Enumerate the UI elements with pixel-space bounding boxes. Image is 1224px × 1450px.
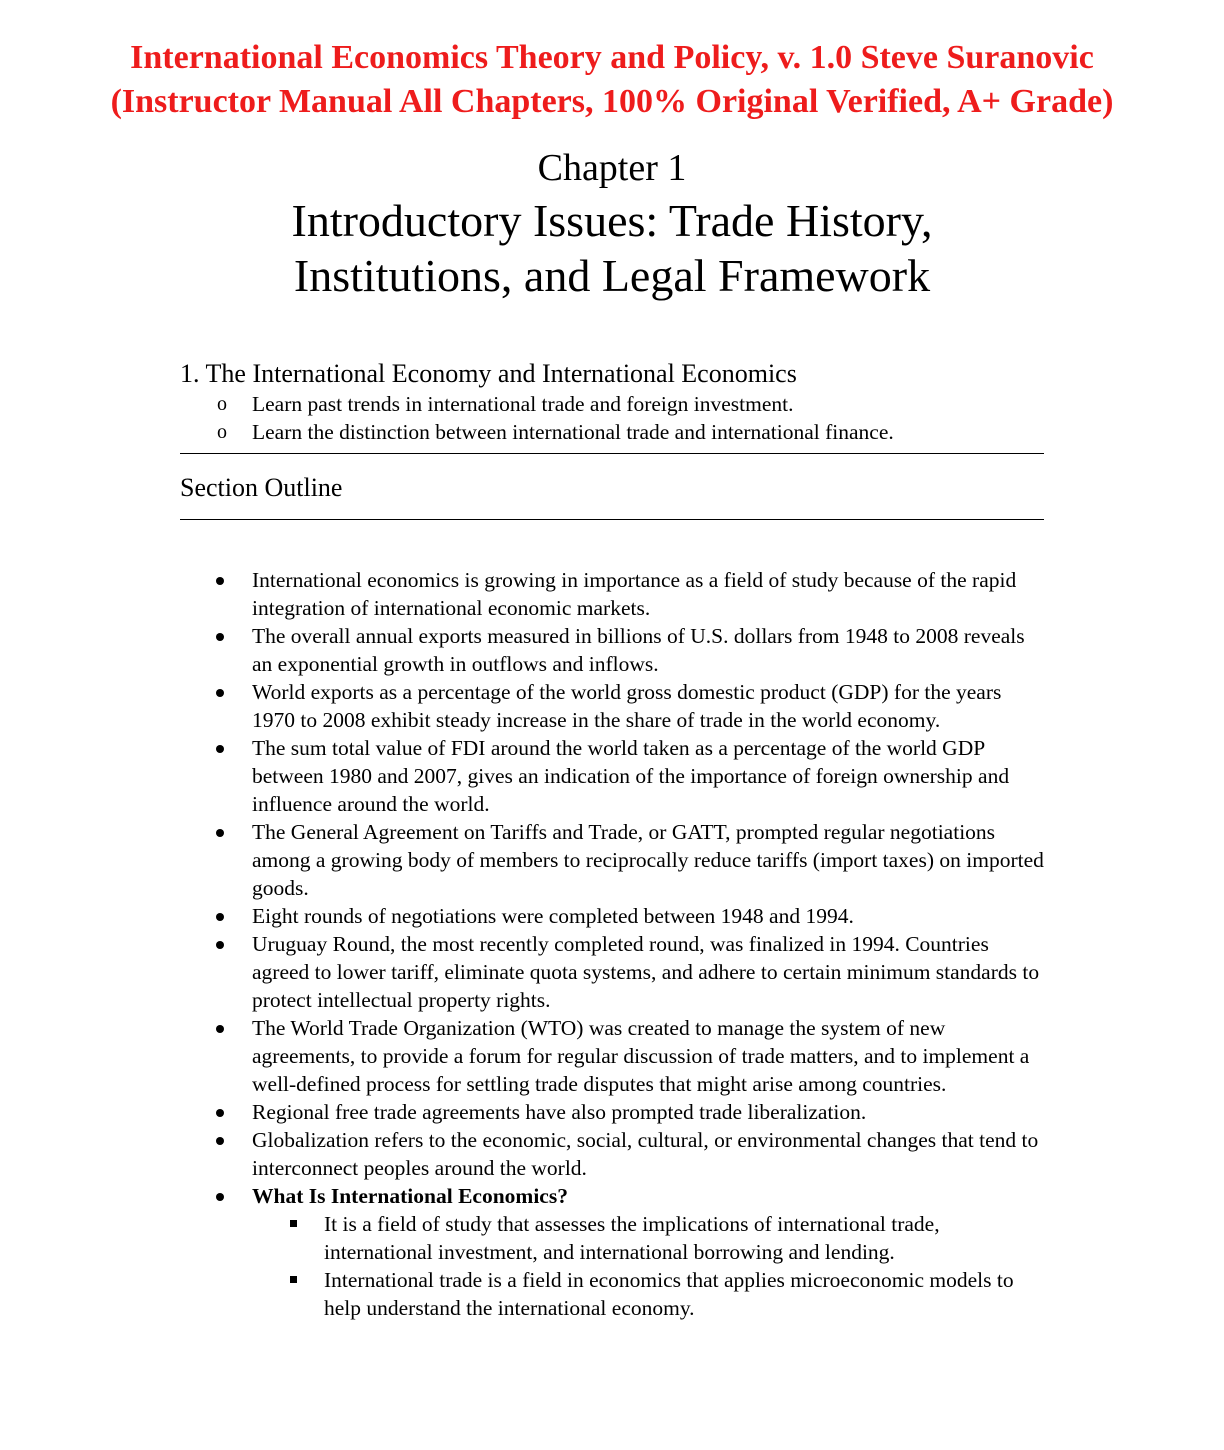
outline-bullet: [180, 1126, 1044, 1182]
bullet-icon: [216, 689, 224, 697]
banner-line-2: (Instructor Manual All Chapters, 100% Original Verified, A+ Grade): [110, 83, 1114, 120]
bullet-text: Globalization refers to the economic, social, cultural, or environmental changes that tend to interconnect peoples around the world.: [252, 1128, 1039, 1180]
bullet-text: The World Trade Organization (WTO) was created to manage the system of new agreements, to provide a forum for regular discussion of trade matters, and to implement a well-defined process for settling trade disputes that might arise among countries.: [252, 1016, 1030, 1096]
sub-bullet: [252, 1210, 1044, 1266]
bullet-text: International economics is growing in importance as a field of study because of the rapid integration of international economic markets.: [252, 568, 1017, 620]
outline-bullet: [180, 930, 1044, 1014]
bullet-text: World exports as a percentage of the world gross domestic product (GDP) for the years 1970 to 2008 exhibit steady increase in the share of trade in the world economy.: [252, 680, 1002, 732]
chapter-title-line-1: Introductory Issues: Trade History,: [291, 195, 933, 246]
bullet-text: Eight rounds of negotiations were completed between 1948 and 1994.: [252, 904, 854, 928]
outline-bullet: [180, 902, 1044, 930]
sub-bullet-list: [252, 1210, 1044, 1322]
sub-bullet: [252, 1266, 1044, 1322]
outline-bullet: [180, 622, 1044, 678]
bullet-icon: [216, 1025, 224, 1033]
bullet-icon: [216, 1193, 224, 1201]
bullet-icon: [216, 829, 224, 837]
bullet-text: Uruguay Round, the most recently completed round, was finalized in 1994. Countries agreed to lower tariff, eliminate quota systems, and adhere to certain minimum standards to protect intellectual property rights.: [252, 932, 1040, 1012]
chapter-number: Chapter 1: [537, 147, 687, 189]
outline-bullet: [180, 818, 1044, 902]
bullet-heading-text: What Is International Economics?: [252, 1184, 568, 1208]
bullet-text: Regional free trade agreements have also prompted trade liberalization.: [252, 1100, 867, 1124]
square-bullet-icon: [290, 1276, 297, 1283]
bullet-icon: [216, 1137, 224, 1145]
bullet-icon: [216, 1109, 224, 1117]
outline-bullet: [180, 1014, 1044, 1098]
bullet-text: The overall annual exports measured in billions of U.S. dollars from 1948 to 2008 reveals an exponential growth in outflows and inflows.: [252, 624, 1025, 676]
objective-item: [180, 390, 1044, 418]
outline-bullet-heading: [180, 1182, 1044, 1322]
outline-bullet: [180, 734, 1044, 818]
objective-text: Learn past trends in international trade and foreign investment.: [252, 392, 794, 416]
objectives-heading: 1. The International Economy and International Economics: [180, 359, 797, 388]
bullet-icon: [216, 745, 224, 753]
circle-bullet-icon: o: [217, 393, 227, 415]
bullet-icon: [216, 577, 224, 585]
sub-bullet-text: It is a field of study that assesses the implications of international trade, international investment, and international borrowing and lending.: [324, 1212, 940, 1264]
bullet-icon: [216, 941, 224, 949]
outline-bullet: [180, 566, 1044, 622]
section-outline-content: [180, 566, 1044, 1322]
document-banner: [0, 36, 1224, 124]
learning-objectives: [180, 358, 1044, 446]
bullet-icon: [216, 913, 224, 921]
outline-bullet: [180, 1098, 1044, 1126]
banner-line-1: International Economics Theory and Policy, v. 1.0 Steve Suranovic: [130, 39, 1094, 76]
chapter-title: [0, 193, 1224, 303]
outline-bullet: [180, 678, 1044, 734]
chapter-title-line-2: Institutions, and Legal Framework: [293, 250, 931, 301]
divider-bottom: [180, 519, 1044, 520]
bullet-text: The General Agreement on Tariffs and Trade, or GATT, prompted regular negotiations among a growing body of members to reciprocally reduce tariffs (import taxes) on imported goods.: [252, 820, 1044, 900]
objectives-list: [180, 390, 1044, 446]
circle-bullet-icon: o: [217, 421, 227, 443]
divider-top: [180, 453, 1044, 454]
objective-item: [180, 418, 1044, 446]
section-outline-label: Section Outline: [180, 473, 343, 502]
sub-bullet-text: International trade is a field in economics that applies microeconomic models to help understand the international economy.: [324, 1268, 1014, 1320]
objective-text: Learn the distinction between international trade and international finance.: [252, 420, 894, 444]
outline-bullet-list: [180, 566, 1044, 1322]
bullet-icon: [216, 633, 224, 641]
bullet-text: The sum total value of FDI around the world taken as a percentage of the world GDP between 1980 and 2007, gives an indication of the importance of foreign ownership and influence around the world.: [252, 736, 1010, 816]
square-bullet-icon: [290, 1220, 297, 1227]
